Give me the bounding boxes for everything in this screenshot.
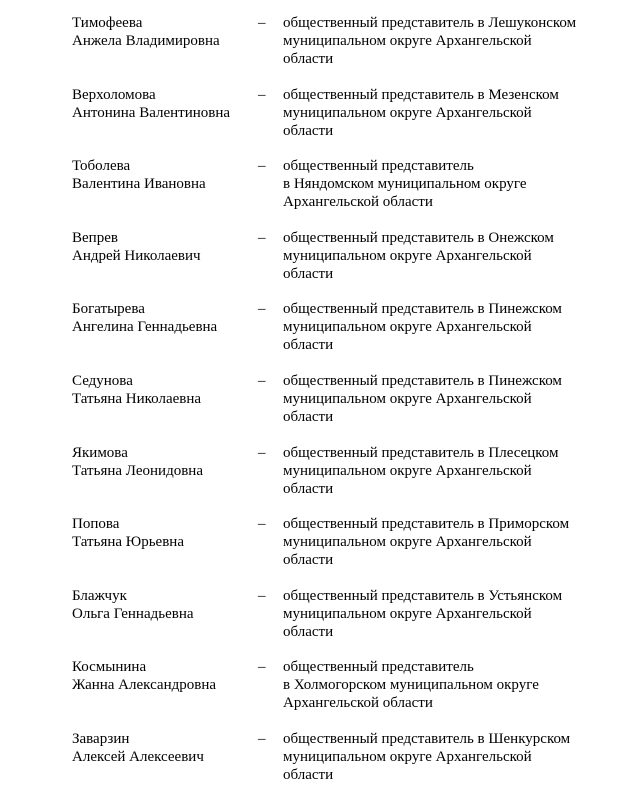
dash-separator: –: [258, 301, 266, 318]
person-name: [72, 157, 252, 193]
person-surname: Богатырева: [72, 301, 145, 318]
person-role: [283, 587, 613, 641]
role-line: муниципальном округе Архангельской: [283, 534, 532, 551]
role-line: Архангельской области: [283, 194, 433, 211]
list-item: [0, 730, 632, 784]
person-surname: Якимова: [72, 444, 128, 461]
list-item: [0, 157, 632, 211]
dash-separator: –: [258, 516, 266, 533]
person-surname: Седунова: [72, 372, 133, 389]
role-line: в Холмогорском муниципальном округе: [283, 677, 539, 694]
role-line: Архангельской области: [283, 695, 433, 712]
role-line: общественный представитель: [283, 659, 474, 676]
person-surname: Вепрев: [72, 229, 118, 246]
role-line: общественный представитель в Пинежском: [283, 372, 562, 389]
role-line: муниципальном округе Архангельской: [283, 748, 532, 765]
person-name: [72, 658, 252, 694]
list-item: [0, 587, 632, 641]
role-line: общественный представитель в Пинежском: [283, 301, 562, 318]
person-name: [72, 515, 252, 551]
dash-separator: –: [258, 86, 266, 103]
role-line: муниципальном округе Архангельской: [283, 104, 532, 121]
role-line: муниципальном округе Архангельской: [283, 247, 532, 264]
person-role: [283, 372, 613, 426]
role-line: области: [283, 122, 334, 139]
role-line: области: [283, 623, 334, 640]
list-item: [0, 444, 632, 498]
list-item: [0, 14, 632, 68]
person-name: [72, 14, 252, 50]
dash-separator: –: [258, 730, 266, 747]
list-item: [0, 515, 632, 569]
role-line: муниципальном округе Архангельской: [283, 33, 532, 49]
list-item: [0, 229, 632, 283]
role-line: общественный представитель в Приморском: [283, 516, 570, 533]
person-surname: Блажчук: [72, 587, 127, 604]
role-line: области: [283, 265, 334, 282]
role-line: общественный представитель в Онежском: [283, 229, 554, 246]
person-surname: Попова: [72, 516, 120, 533]
person-surname: Тоболева: [72, 158, 131, 175]
dash-separator: –: [258, 587, 266, 604]
person-name: [72, 587, 252, 623]
role-line: муниципальном округе Архангельской: [283, 319, 532, 336]
person-given-names: Ольга Геннадьевна: [72, 605, 194, 622]
person-name: [72, 372, 252, 408]
dash-separator: –: [258, 659, 266, 676]
role-line: области: [283, 480, 334, 497]
person-given-names: Ангелина Геннадьевна: [72, 319, 218, 336]
person-given-names: Анжела Владимировна: [72, 33, 220, 49]
person-role: [283, 444, 613, 498]
role-line: области: [283, 552, 334, 569]
person-name: [72, 229, 252, 265]
document-page: [0, 14, 632, 802]
role-line: общественный представитель: [283, 158, 474, 175]
role-line: муниципальном округе Архангельской: [283, 462, 532, 479]
role-line: общественный представитель в Плесецком: [283, 444, 559, 461]
dash-separator: –: [258, 444, 266, 461]
dash-separator: –: [258, 15, 266, 31]
role-line: муниципальном округе Архангельской: [283, 390, 532, 407]
role-line: области: [283, 766, 334, 783]
person-given-names: Татьяна Леонидовна: [72, 462, 203, 479]
dash-separator: –: [258, 229, 266, 246]
role-line: области: [283, 51, 334, 67]
role-line: общественный представитель в Лешуконском: [283, 15, 577, 31]
person-given-names: Андрей Николаевич: [72, 247, 201, 264]
person-name: [72, 300, 252, 336]
person-name: [72, 730, 252, 766]
person-given-names: Татьяна Николаевна: [72, 390, 202, 407]
person-surname: Заварзин: [72, 730, 130, 747]
list-item: [0, 300, 632, 354]
role-line: области: [283, 408, 334, 425]
person-role: [283, 515, 613, 569]
person-surname: Космынина: [72, 659, 147, 676]
role-line: в Няндомском муниципальном округе: [283, 176, 527, 193]
role-line: общественный представитель в Устьянском: [283, 587, 563, 604]
person-role: [283, 730, 613, 784]
person-role: [283, 229, 613, 283]
person-role: [283, 14, 613, 68]
role-line: общественный представитель в Мезенском: [283, 86, 559, 103]
person-role: [283, 300, 613, 354]
role-line: общественный представитель в Шенкурском: [283, 730, 571, 747]
person-name: [72, 444, 252, 480]
person-role: [283, 658, 613, 712]
list-item: [0, 372, 632, 426]
person-role: [283, 157, 613, 211]
role-line: области: [283, 337, 334, 354]
dash-separator: –: [258, 372, 266, 389]
person-given-names: Алексей Алексеевич: [72, 748, 204, 765]
person-given-names: Жанна Александровна: [72, 677, 217, 694]
person-surname: Верхоломова: [72, 86, 156, 103]
person-surname: Тимофеева: [72, 15, 143, 31]
list-item: [0, 658, 632, 712]
person-given-names: Валентина Ивановна: [72, 176, 206, 193]
person-given-names: Антонина Валентиновна: [72, 104, 231, 121]
list-item: [0, 86, 632, 140]
role-line: муниципальном округе Архангельской: [283, 605, 532, 622]
dash-separator: –: [258, 158, 266, 175]
person-given-names: Татьяна Юрьевна: [72, 534, 184, 551]
person-role: [283, 86, 613, 140]
person-name: [72, 86, 252, 122]
